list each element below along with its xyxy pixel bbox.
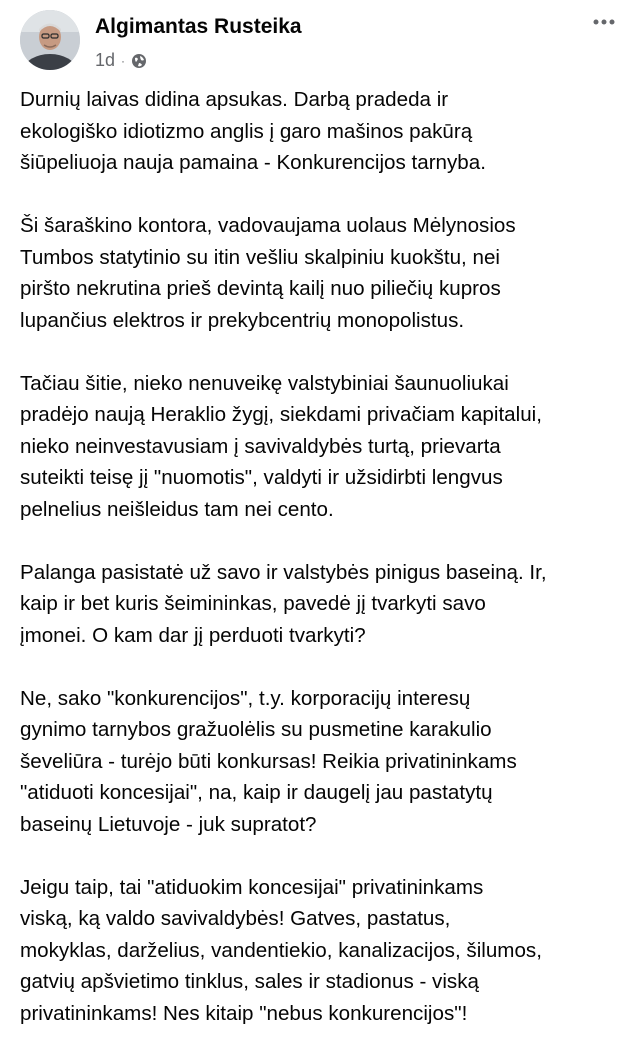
globe-icon [131, 53, 147, 69]
post-paragraph: Ši šaraškino kontora, vadovaujama uolaus Mėlynosios Tumbos statytinio su itin vešliu skalpiniu kuokštu, nei piršto nekrutina prieš devintą kailį nuo piliečių kupros lupančius elektros ir prekybcentrių monopolistus. [20, 214, 516, 332]
avatar[interactable] [20, 10, 80, 70]
post-paragraph: Tačiau šitie, nieko nenuveikę valstybiniai šaunuoliukai pradėjo naują Heraklio žygį, siekdami privačiam kapitalui, nieko neinvestavusiam į savivaldybės turtą, prievarta suteikti teisę jį "nuomotis", valdyti ir užsidirbti lengvus pelnelius neišleidus tam nei cento. [20, 371, 542, 521]
post-paragraph: Palanga pasistatė už savo ir valstybės pinigus baseiną. Ir, kaip ir bet kuris šeimininkas, pavedė jį tvarkyti savo įmonei. O kam dar jį perduoti tvarkyti? [20, 560, 547, 647]
author-name[interactable]: Algimantas Rusteika [95, 15, 302, 38]
post-paragraph: Jeigu taip, tai "atiduokim koncesijai" privatininkams viską, ką valdo savivaldybės! Gatves, pastatus, mokyklas, darželius, vandentiekio, kanalizacijos, šilumos, gatvių apšvietimo tinklus, sales ir stadionus - viską privatininkams! Nes kitaip "nebus konkurencijos"! [20, 875, 542, 1025]
avatar-photo [20, 10, 80, 70]
post-paragraph: Durnių laivas didina apsukas. Darbą pradeda ir ekologiško idiotizmo anglis į garo mašinos pakūrą šiūpeliuoja nauja pamaina - Konkurencijos tarnyba. [20, 88, 486, 174]
more-horizontal-icon [592, 18, 616, 26]
post-text [20, 84, 632, 1061]
post-meta [95, 50, 147, 71]
post-time[interactable]: 1d [95, 50, 116, 70]
post-paragraph: Ne, sako "konkurencijos", t.y. korporacijų interesų gynimo tarnybos gražuolėlis su pusmetine karakulio ševeliūra - turėjo būti konkursas! Reikia privatininkams "atiduoti koncesijai", na, kaip ir daugelį jau pastatytų baseinų Lietuvoje - juk supratot? [20, 686, 517, 836]
post-header [0, 0, 644, 80]
more-options-button[interactable] [588, 10, 620, 34]
meta-separator: · [121, 53, 126, 68]
